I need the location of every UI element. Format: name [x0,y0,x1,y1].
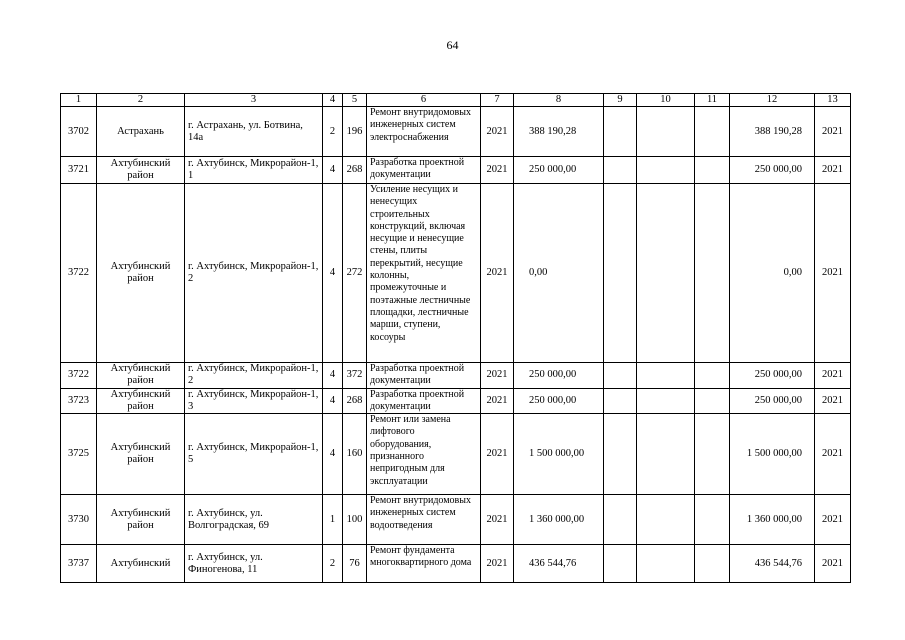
cell-year: 2021 [481,414,514,495]
cell-col10 [637,157,695,184]
cell-apartments: 76 [343,545,367,583]
cell-address: г. Ахтубинск, Микрорайон-1, 2 [185,363,323,389]
table-row [61,107,851,157]
cell-apartments: 372 [343,363,367,389]
cell-col10 [637,184,695,363]
cell-work-type: Ремонт внутридомовых инженерных систем водоотведения [367,495,481,545]
cell-amount: 1 500 000,00 [514,414,604,495]
cell-col9 [604,545,637,583]
cell-address: г. Ахтубинск, Микрорайон-1, 2 [185,184,323,363]
cell-district: Ахтубинский район [97,363,185,389]
cell-col11 [695,157,730,184]
cell-col9 [604,414,637,495]
page-number: 64 [446,38,459,52]
cell-district: Ахтубинский район [97,495,185,545]
cell-id: 3737 [61,545,97,583]
cell-total: 388 190,28 [730,107,815,157]
cell-floors: 1 [323,495,343,545]
cell-amount: 388 190,28 [514,107,604,157]
cell-col11 [695,388,730,414]
cell-col11 [695,495,730,545]
cell-address: г. Ахтубинск, Микрорайон-1, 5 [185,414,323,495]
header-cell: 5 [343,94,367,107]
header-cell: 4 [323,94,343,107]
cell-col9 [604,184,637,363]
cell-id: 3702 [61,107,97,157]
cell-end-year: 2021 [815,495,851,545]
cell-work-type: Разработка проектной документации [367,388,481,414]
cell-end-year: 2021 [815,545,851,583]
cell-amount: 250 000,00 [514,363,604,389]
cell-col10 [637,107,695,157]
cell-end-year: 2021 [815,414,851,495]
cell-year: 2021 [481,107,514,157]
cell-id: 3721 [61,157,97,184]
header-cell: 13 [815,94,851,107]
cell-district: Ахтубинский район [97,388,185,414]
cell-end-year: 2021 [815,184,851,363]
cell-id: 3722 [61,363,97,389]
cell-col11 [695,107,730,157]
cell-apartments: 268 [343,388,367,414]
works-table [60,93,851,583]
header-cell: 3 [185,94,323,107]
cell-col11 [695,363,730,389]
cell-floors: 4 [323,414,343,495]
cell-apartments: 272 [343,184,367,363]
cell-apartments: 268 [343,157,367,184]
cell-col11 [695,545,730,583]
header-cell: 11 [695,94,730,107]
header-cell: 2 [97,94,185,107]
cell-work-type: Ремонт или замена лифтового оборудования, признанного непригодным для эксплуатации [367,414,481,495]
cell-col10 [637,545,695,583]
cell-end-year: 2021 [815,388,851,414]
header-cell: 7 [481,94,514,107]
table-row [61,388,851,414]
cell-district: Ахтубинский район [97,184,185,363]
cell-floors: 2 [323,545,343,583]
table-header-row [61,94,851,107]
table-row [61,414,851,495]
cell-id: 3730 [61,495,97,545]
table-row [61,545,851,583]
cell-col11 [695,184,730,363]
cell-apartments: 196 [343,107,367,157]
cell-floors: 4 [323,388,343,414]
cell-total: 1 360 000,00 [730,495,815,545]
cell-year: 2021 [481,184,514,363]
header-cell: 1 [61,94,97,107]
cell-district: Ахтубинский район [97,157,185,184]
cell-total: 1 500 000,00 [730,414,815,495]
cell-district: Астрахань [97,107,185,157]
cell-year: 2021 [481,363,514,389]
cell-address: г. Ахтубинск, Микрорайон-1, 1 [185,157,323,184]
table-row [61,495,851,545]
cell-col10 [637,388,695,414]
cell-work-type: Ремонт внутридомовых инженерных систем электроснабжения [367,107,481,157]
cell-col9 [604,107,637,157]
table-row [61,363,851,389]
header-cell: 9 [604,94,637,107]
header-cell: 6 [367,94,481,107]
cell-amount: 250 000,00 [514,157,604,184]
cell-apartments: 160 [343,414,367,495]
cell-end-year: 2021 [815,107,851,157]
cell-col10 [637,363,695,389]
cell-total: 0,00 [730,184,815,363]
cell-col9 [604,388,637,414]
cell-col9 [604,157,637,184]
cell-work-type: Усиление несущих и ненесущих строительных конструкций, включая несущие и ненесущие стены, плиты перекрытий, несущие колонны, промежуточные и поэтажные лестничные площадки, лестничные марши, ступени, косоуры [367,184,481,363]
cell-floors: 4 [323,363,343,389]
cell-work-type: Разработка проектной документации [367,363,481,389]
cell-end-year: 2021 [815,157,851,184]
cell-total: 250 000,00 [730,388,815,414]
cell-floors: 4 [323,157,343,184]
cell-year: 2021 [481,545,514,583]
cell-total: 436 544,76 [730,545,815,583]
cell-district: Ахтубинский [97,545,185,583]
cell-id: 3723 [61,388,97,414]
cell-address: г. Ахтубинск, ул. Волгоградская, 69 [185,495,323,545]
cell-end-year: 2021 [815,363,851,389]
header-cell: 12 [730,94,815,107]
cell-floors: 2 [323,107,343,157]
cell-col10 [637,414,695,495]
cell-amount: 0,00 [514,184,604,363]
cell-district: Ахтубинский район [97,414,185,495]
table-row [61,157,851,184]
cell-year: 2021 [481,388,514,414]
cell-col9 [604,363,637,389]
cell-col9 [604,495,637,545]
cell-col10 [637,495,695,545]
cell-col11 [695,414,730,495]
cell-total: 250 000,00 [730,363,815,389]
table-row [61,184,851,363]
cell-address: г. Астрахань, ул. Ботвина, 14а [185,107,323,157]
cell-total: 250 000,00 [730,157,815,184]
cell-floors: 4 [323,184,343,363]
cell-amount: 250 000,00 [514,388,604,414]
cell-amount: 1 360 000,00 [514,495,604,545]
cell-address: г. Ахтубинск, Микрорайон-1, 3 [185,388,323,414]
cell-id: 3722 [61,184,97,363]
cell-amount: 436 544,76 [514,545,604,583]
cell-work-type: Ремонт фундамента многоквартирного дома [367,545,481,583]
header-cell: 10 [637,94,695,107]
cell-apartments: 100 [343,495,367,545]
header-cell: 8 [514,94,604,107]
cell-year: 2021 [481,157,514,184]
cell-address: г. Ахтубинск, ул. Финогенова, 11 [185,545,323,583]
cell-work-type: Разработка проектной документации [367,157,481,184]
cell-id: 3725 [61,414,97,495]
cell-year: 2021 [481,495,514,545]
